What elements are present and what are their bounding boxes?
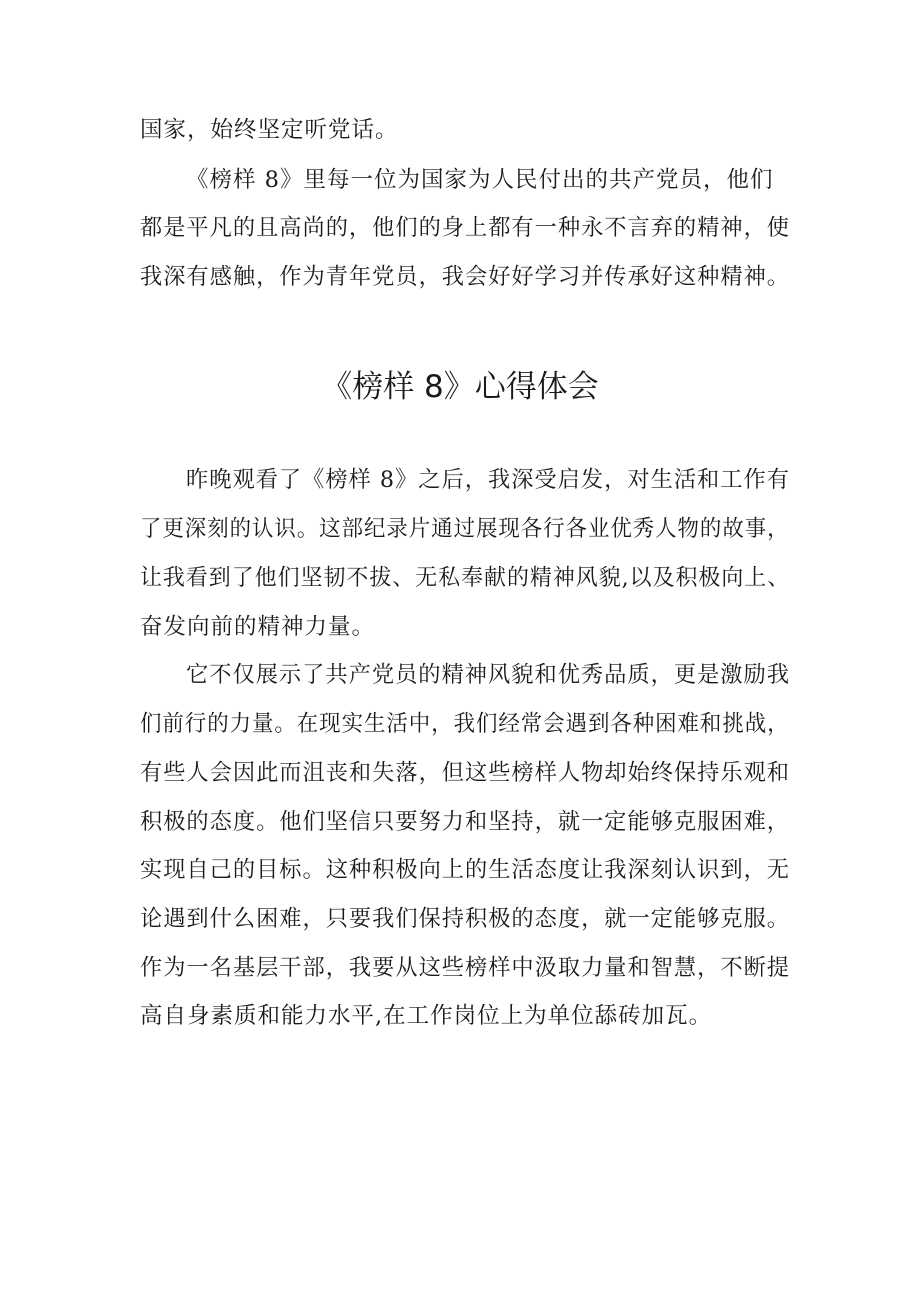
paragraph2-line-2: 们前行的力量。在现实生活中，我们经常会遇到各种困难和挑战， — [140, 711, 790, 737]
paragraph2-line-4: 积极的态度。他们坚信只要努力和坚持，就一定能够克服困难， — [140, 809, 791, 835]
paragraph2-line-5: 实现自己的目标。这种积极向上的生活态度让我深刻认识到，无 — [140, 857, 791, 883]
paragraph2-line-3: 有些人会因此而沮丧和失落，但这些榜样人物却始终保持乐观和 — [140, 760, 791, 786]
paragraph2-line-7: 作为一名基层干部，我要从这些榜样中汲取力量和智慧，不断提 — [140, 955, 791, 981]
prev-section-line-2: 《榜样 8》里每一位为国家为人民付出的共产党员，他们 — [186, 167, 774, 193]
prev-section-line-4: 我深有感触，作为青年党员，我会好好学习并传承好这种精神。 — [140, 264, 791, 290]
paragraph2-line-1: 它不仅展示了共产党员的精神风貌和优秀品质，更是激励我 — [186, 662, 791, 688]
article-title: 《榜样 8》心得体会 — [321, 369, 599, 405]
paragraph1-line-1: 昨晚观看了《榜样 8》之后，我深受启发，对生活和工作有 — [186, 467, 790, 493]
paragraph2-line-6: 论遇到什么困难，只要我们保持积极的态度，就一定能够克服。 — [140, 906, 791, 932]
paragraph2-line-8: 高自身素质和能力水平,在工作岗位上为单位舔砖加瓦。 — [140, 1003, 713, 1029]
paragraph1-line-4: 奋发向前的精神力量。 — [140, 614, 376, 640]
paragraph1-line-2: 了更深刻的认识。这部纪录片通过展现各行各业优秀人物的故事， — [140, 516, 790, 542]
prev-section-line-3: 都是平凡的且高尚的，他们的身上都有一种永不言弃的精神，使 — [140, 215, 791, 241]
paragraph1-line-3: 让我看到了他们坚韧不拔、无私奉献的精神风貌,以及积极向上、 — [140, 565, 791, 591]
prev-section-line-1: 国家，始终坚定听党话。 — [140, 117, 399, 143]
